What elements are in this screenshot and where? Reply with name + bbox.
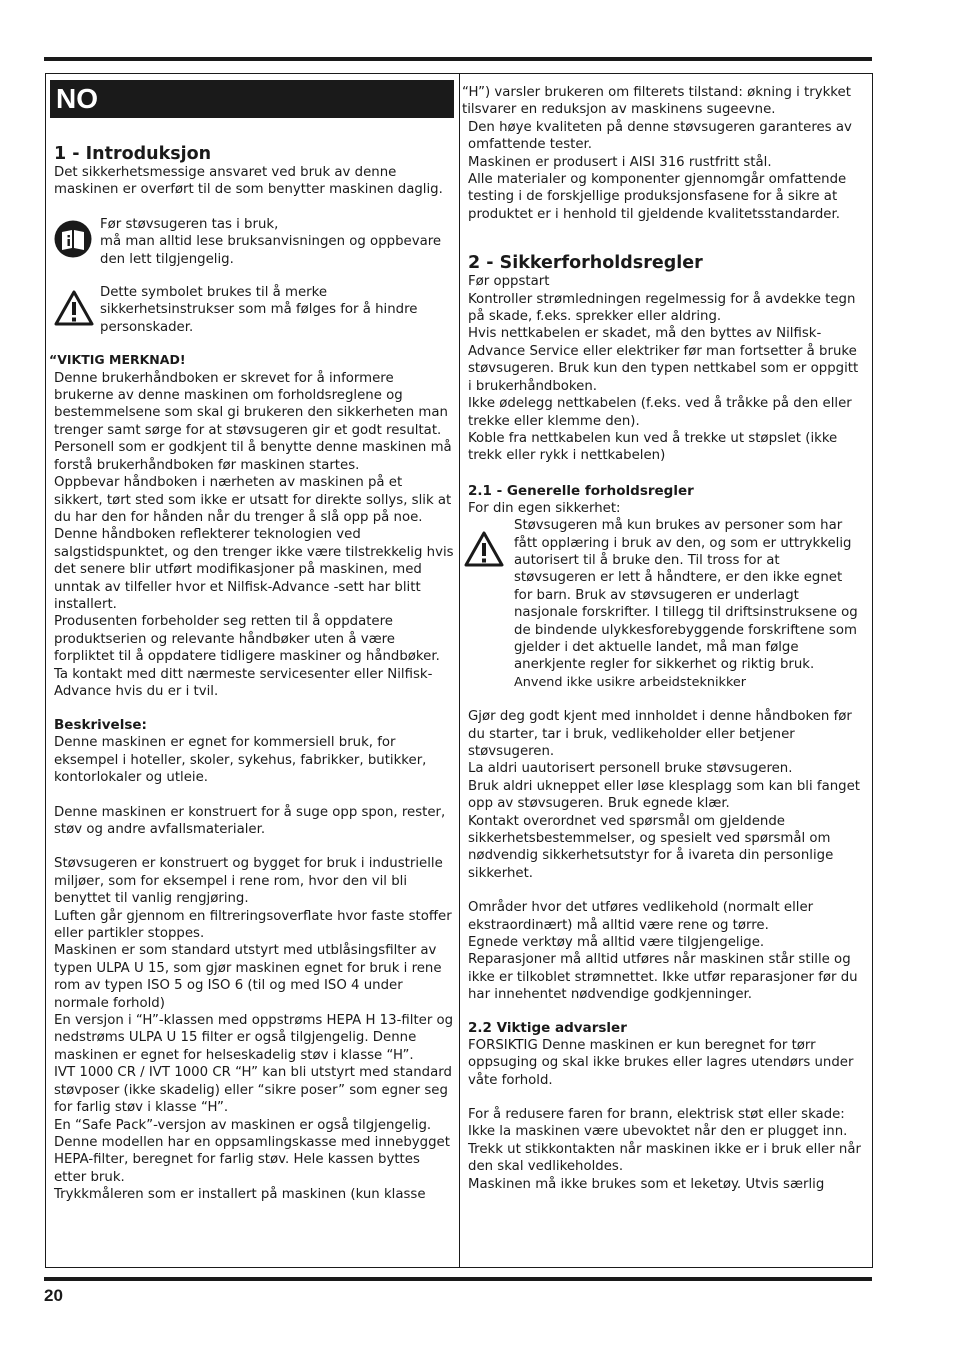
section-2-paragraph: Koble fra nettkabelen kun ved å trekke ut støpslet (ikke trekk eller rykk i nettkabelen) (468, 430, 838, 464)
warning-symbol-text: Dette symbolet brukes til å merke sikkerhetsinstrukser som må følges for å hindre personskader. (100, 285, 418, 335)
precaution-paragraph: Bruk aldri ukneppet eller løse klesplagg som kan bli fanget opp av støvsugeren. Bruk egnede klær. (468, 778, 861, 812)
continuation-paragraph: Den høye kvaliteten på denne støvsugeren garanteres av omfattende tester. (468, 119, 852, 153)
subsection-2-2-title: 2.2 Viktige advarsler (468, 1019, 627, 1036)
precaution-paragraph: Gjør deg godt kjent med innholdet i denne håndboken før du starter, tar i bruk, vedlikeholder eller betjener støvsugeren. (468, 709, 852, 759)
section-2-paragraph: Hvis nettkabelen er skadet, må den byttes av Nilfisk-Advance Service eller elektriker før man fortsetter å bruke støvsugeren. Bruk kun den typen nettkabel som er oppgitt i brukerhåndboken. (468, 326, 859, 394)
description-paragraph: Luften går gjennom en filtreringsoverflate hvor faste stoffer eller partikler stoppes. (54, 908, 452, 942)
important-paragraph: Personell som er godkjent til å benytte denne maskinen må forstå brukerhåndboken før maskinen startes. (54, 440, 452, 473)
general-precautions (468, 708, 864, 882)
bottom-rule (44, 1277, 872, 1281)
warning-symbol-note (54, 284, 454, 336)
fire-warning-paragraph: Ikke la maskinen være ubevoktet når den er plugget inn. Trekk ut stikkontakten når maskinen ikke er i bruk eller når den skal vedlikeholdes. (468, 1124, 861, 1175)
subsection-2-1-lead: For din egen sikkerhet: (468, 500, 621, 516)
warning-triangle-icon (54, 290, 94, 326)
section-2-paragraph: Kontroller strømledningen regelmessig for å avdekke tegn på skade, f.eks. sprekker eller aldring. (468, 291, 856, 325)
important-paragraph: Oppbevar håndboken i nærheten av maskinen på et sikkert, tørt sted som ikke er utsatt for direkte sollys, slik at du har den for hånden når du trenger å slå opp på noe. (54, 475, 452, 525)
precaution-paragraph: Kontakt overordnet ved spørsmål om gjeldende sikkerhetsbestemmelser, og spesielt ved spørsmål om nødvendig sikkerhetsutstyr for å ivareta din personlige sikkerhet. (468, 813, 834, 881)
section-2-paragraph: Ikke ødelegg nettkabelen (f.eks. ved å tråkke på den eller trekke eller klemme den). (468, 396, 852, 429)
top-rule (44, 57, 872, 61)
fire-warning-paragraph: Maskinen må ikke brukes som et leketøy. Utvis særlig (468, 1176, 825, 1192)
language-tab: NO (50, 80, 454, 118)
section-2-title: 2 - Sikkerforholdsregler (468, 253, 703, 274)
description-paragraph: IVT 1000 CR / IVT 1000 CR “H” kan bli utstyrt med standard støvposer (ikke skadelig) eller “sikre poser” som egner seg for farlig støv i klasse “H”. (54, 1065, 452, 1116)
continuation-paragraph: Maskinen er produsert i AISI 316 rustfritt stål. (468, 154, 772, 170)
read-manual-icon (54, 220, 92, 258)
general-warning-text: Støvsugeren må kun brukes av personer som har fått opplæring i bruk av den, og som er uttrykkelig autorisert til å bruke den. Til tross for at støvsugeren er lett å håndtere, er den ikke egnet for barn. Bruk av støvsugeren er underlagt nasjonale forskrifter. I tillegg til driftsinstruksene og de bindende ulykkesforebyggende forskriftene som gjelder i det aktuelle landet, må man følge anerkjente regler for sikkerhet og riktig bruk. (514, 518, 858, 673)
description-paragraph: Denne maskinen er konstruert for å suge opp spon, rester, støv og andre avfallsmaterialer. (54, 804, 446, 837)
description-paragraph: Støvsugeren er konstruert og bygget for bruk i industrielle miljøer, som for eksempel i rene rom, hvor den vil bli benyttet til vanlig rengjøring. (54, 856, 443, 907)
description-paragraph: Denne maskinen er egnet for kommersiell bruk, for eksempel i hoteller, skoler, sykehus, fabrikker, butikker, kontorlokaler og utleie. (54, 735, 427, 786)
read-manual-text: Før støvsugeren tas i bruk, må man alltid lese bruksanvisningen og oppbevare den lett tilgjengelig. (100, 216, 442, 267)
intro-text: Det sikkerhetsmessige ansvaret ved bruk av denne maskinen er overført til de som benytter maskinen daglig. (54, 165, 443, 198)
column-divider (459, 74, 460, 1267)
subsection-2-1-title: 2.1 - Generelle forholdsregler (468, 482, 694, 499)
left-column (49, 144, 454, 1204)
description-paragraph: En versjon i “H”-klassen med oppstrøms HEPA H 13-filter og nedstrøms ULPA U 15 filter er også tilgjengelig. Denne maskinen er egnet for helseskadelig støv i klasse “H”. (54, 1013, 454, 1063)
right-column (462, 84, 864, 1193)
warning-triangle-icon (464, 531, 504, 567)
section-1-title: 1 - Introduksjon (54, 144, 212, 164)
description-paragraph: En “Safe Pack”-versjon av maskinen er også tilgjengelig. Denne modellen har en oppsamlingskasse med innebygget HEPA-filter, beregnet for farlig støv. Hele kassen byttes etter bruk. (54, 1117, 450, 1185)
maintenance-paragraph: Egnede verktøy må alltid være tilgjengelige. (468, 935, 765, 951)
page-number: 20 (44, 1286, 63, 1305)
maintenance-paragraph: Områder hvor det utføres vedlikehold (normalt eller ekstraordinært) må alltid være rene og tørre. (468, 900, 814, 933)
important-paragraph: Denne brukerhåndboken er skrevet for å informere brukerne av denne maskinen om forholdsreglene og bestemmelsene som skal gi brukeren den sikkerheten man trenger samt sørge for at støvsugeren gir et godt resultat. (54, 370, 448, 438)
fire-warnings (468, 1106, 864, 1193)
general-warning (468, 517, 864, 691)
important-paragraphs (54, 370, 454, 701)
important-heading: “VIKTIG MERKNAD! (49, 352, 186, 368)
precaution-paragraph: La aldri uautorisert personell bruke støvsugeren. (468, 761, 793, 777)
description-paragraph: Maskinen er som standard utstyrt med utblåsingsfilter av typen ULPA U 15, som gjør maskinen egnet for bruk i rene rom av typen ISO 5 og ISO 6 (til og med ISO 4 under normale forhold) (54, 943, 442, 1011)
maintenance-precautions (468, 899, 864, 1003)
continuation-paragraph: “H”) varsler brukeren om filterets tilstand: økning i trykket tilsvarer en reduksjon av maskinens sugeevne. (462, 85, 851, 118)
section-2-paragraph: Før oppstart (468, 274, 550, 290)
general-warning-tail: Anvend ikke usikre arbeidsteknikker (514, 674, 747, 690)
description-paragraph: Trykkmåleren som er installert på maskinen (kun klasse (54, 1187, 426, 1203)
description-heading: Beskrivelse: (54, 717, 147, 734)
warning-paragraph: FORSIKTIG Denne maskinen er kun beregnet for tørr oppsuging og skal ikke brukes eller lagres utendørs under våte forhold. (468, 1037, 854, 1088)
important-paragraph: Denne håndboken reflekterer teknologien ved salgstidspunktet, og den trenger ikke være tilstrekkelig hvis det senere blir utført modifikasjoner på maskinen, med unntak av tilfeller hvor et Nilfisk-Advance -sett har blitt installert. (54, 527, 454, 612)
important-paragraph: Produsenten forbeholder seg retten til å oppdatere produktserien og relevante håndbøker uten å være forpliktet til å oppdatere tidligere maskiner og håndbøker. (54, 614, 440, 665)
read-manual-note (54, 216, 454, 268)
important-paragraph: Ta kontakt med ditt nærmeste servicesenter eller Nilfisk-Advance hvis du er i tvil. (54, 666, 433, 699)
continuation-paragraph: Alle materialer og komponenter gjennomgår omfattende testing i de forskjellige produksjonsfasene for å sikre at produktet er i henhold til gjeldende kvalitetsstandarder. (468, 172, 847, 222)
maintenance-paragraph: Reparasjoner må alltid utføres når maskinen står stille og ikke er tilkoblet strømnettet. Ikke utfør reparasjoner før du har innehentet nødvendige godkjenninger. (468, 952, 858, 1003)
fire-warning-paragraph: For å redusere faren for brann, elektrisk støt eller skade: (468, 1106, 845, 1122)
